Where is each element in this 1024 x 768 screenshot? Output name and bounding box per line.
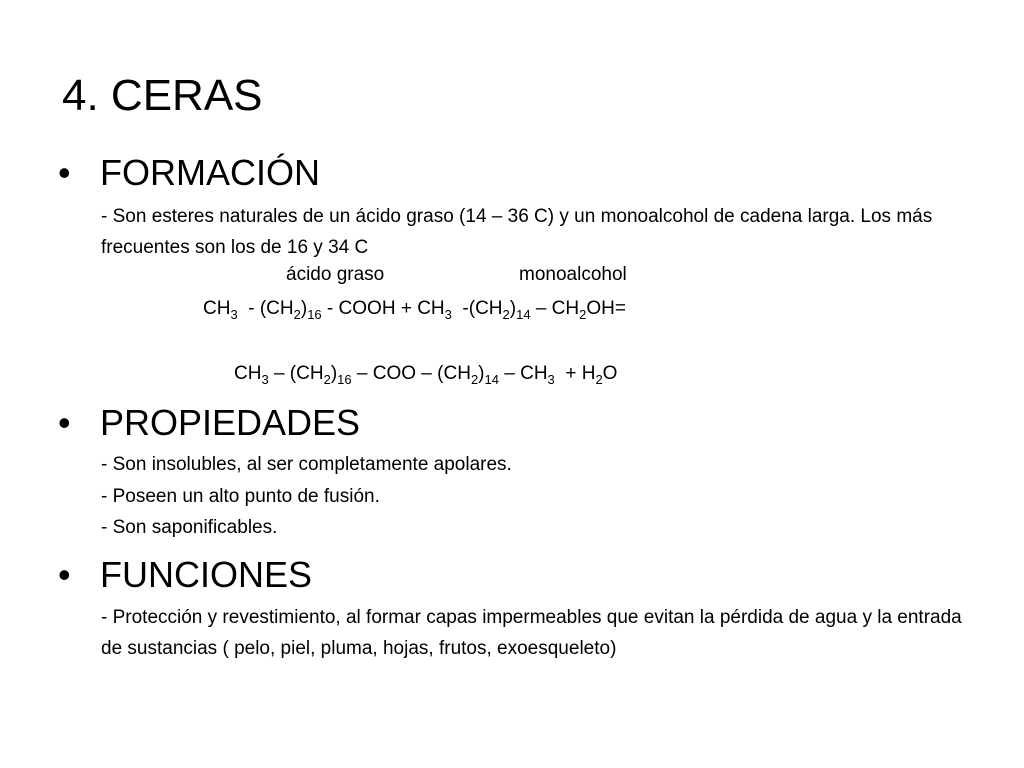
bullet-dot: •	[58, 152, 71, 193]
bullet-dot: •	[58, 402, 71, 443]
section-funciones-heading	[58, 554, 312, 596]
propiedades-item: - Son insolubles, al ser completamente apolares.	[101, 454, 512, 475]
propiedades-item: - Son saponificables.	[101, 517, 278, 538]
formacion-paragraph: - Son esteres naturales de un ácido graso (14 – 36 C) y un monoalcohol de cadena larga. Los más frecuentes son los de 16 y 34 C	[101, 206, 933, 258]
section-propiedades-heading	[58, 402, 360, 444]
slide-title: 4. CERAS	[62, 71, 263, 120]
heading-text: PROPIEDADES	[100, 402, 361, 443]
reaction-products: $CH_3 - (CH_2)_{16}$ – COO – $(CH_2)_{14} - CH_3 + H_2O$	[234, 363, 618, 387]
heading-text: FORMACIÓN	[100, 152, 320, 193]
section-formacion-heading	[58, 152, 320, 194]
funciones-paragraph: - Protección y revestimiento, al formar capas impermeables que evitan la pérdida de agua y la entrada de sustancias ( pelo, piel, pluma, hojas, frutos, exoesqueleto)	[101, 607, 962, 659]
heading-text: FUNCIONES	[100, 554, 313, 595]
propiedades-item: - Poseen un alto punto de fusión.	[101, 486, 380, 507]
label-acido-graso: ácido graso	[286, 264, 385, 285]
bullet-dot: •	[58, 554, 71, 595]
label-monoalcohol: monoalcohol	[519, 264, 627, 285]
reaction-reactants: $CH_3 - (CH_2)_{16}$ - COOH + $CH_3$ $-(CH_2)_{14} - CH_2OH=$	[203, 298, 626, 322]
